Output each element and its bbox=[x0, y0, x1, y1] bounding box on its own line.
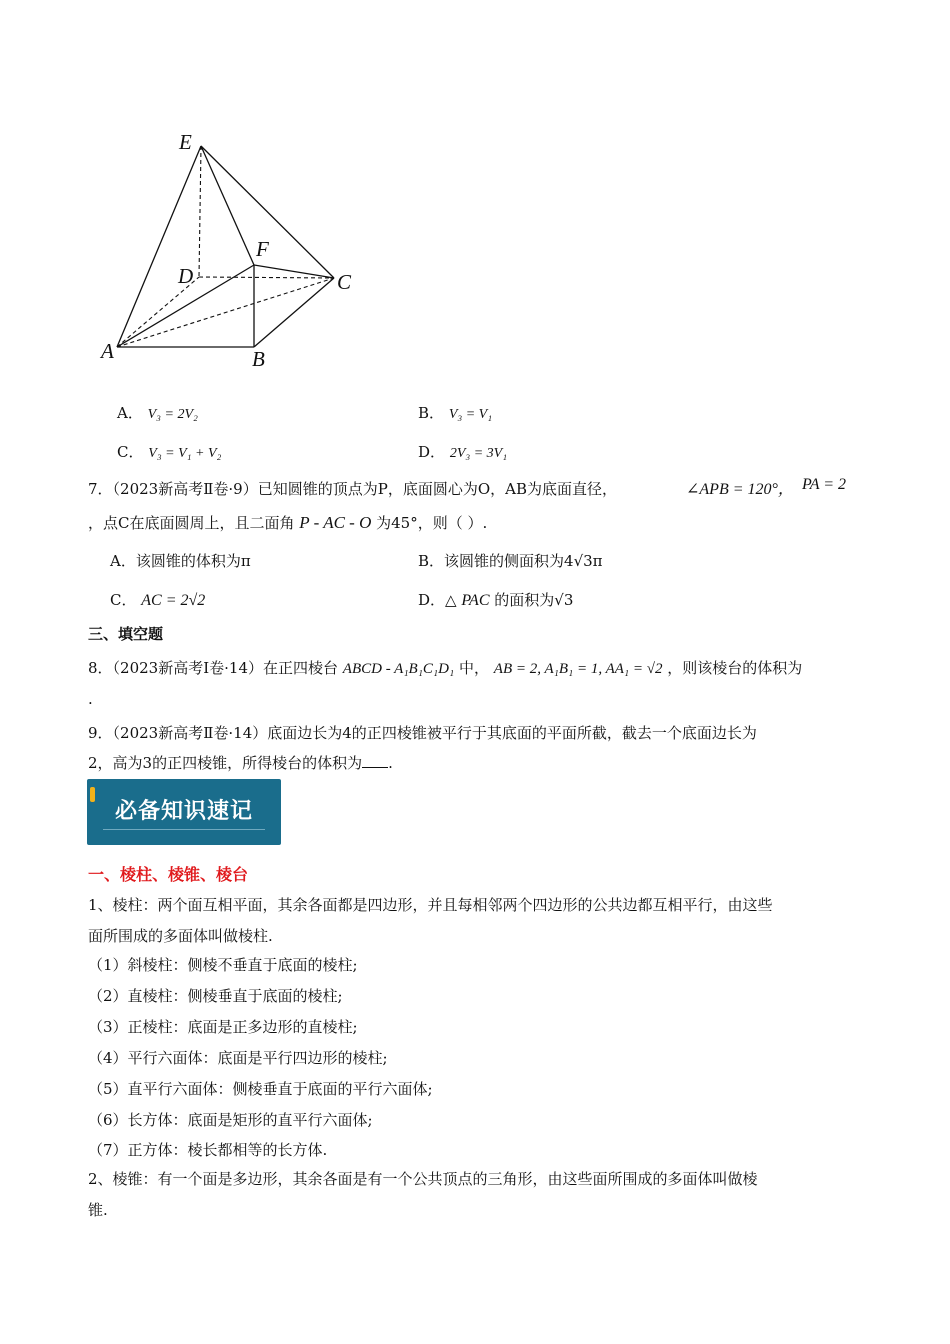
q6-a-math: V₃ = 2V₂ bbox=[147, 407, 198, 422]
edge-BC bbox=[254, 278, 334, 347]
edge-ED bbox=[199, 146, 201, 277]
q7-line2: ，点C在底面圆周上，且二面角 P - AC - O 为45°，则（ ）. bbox=[88, 513, 488, 532]
p1-line2: 面所围成的多面体叫做棱柱. bbox=[88, 927, 273, 945]
q7-pa: PA = 2 bbox=[802, 476, 846, 493]
q6-c-math: V₃ = V₁ + V₂ bbox=[148, 446, 222, 461]
label-F: F bbox=[256, 237, 269, 261]
section3-title: 三、填空题 bbox=[88, 625, 164, 643]
p2-line1: 2、棱锥：有一个面是多边形，其余各面是有一个公共顶点的三角形，由这些面所围成的多面体叫做棱 bbox=[88, 1170, 758, 1188]
q9-line2: 2，高为3的正四棱锥，所得棱台的体积为 . bbox=[88, 754, 393, 772]
q7-option-c: C． AC = 2√2 bbox=[110, 591, 206, 609]
q9-line1: 9．（2023新高考Ⅱ卷·14）底面边长为4的正四棱锥被平行于其底面的平面所截，截去一个底面边长为 bbox=[88, 724, 757, 742]
banner-underline bbox=[103, 829, 265, 830]
q6-option-b: B． V₃ = V₁ bbox=[418, 404, 493, 422]
edge-EF bbox=[201, 146, 254, 265]
q6-option-c: C． V₃ = V₁ + V₂ bbox=[117, 443, 222, 461]
q8-conditions: AB = 2, A₁B₁ = 1, AA₁ = √2 bbox=[493, 661, 663, 677]
q6-option-a: A． V₃ = 2V₂ bbox=[117, 404, 198, 422]
list-item: （2）直棱柱：侧棱垂直于底面的棱柱; bbox=[88, 987, 343, 1005]
p1-line1: 1、棱柱：两个面互相平面，其余各面都是四边形，并且每相邻两个四边形的公共边都互相平行，由这些 bbox=[88, 896, 773, 914]
list-item: （6）长方体：底面是矩形的直平行六面体; bbox=[88, 1111, 373, 1129]
label-B: B bbox=[252, 347, 265, 371]
q6-d-math: 2V₃ = 3V₁ bbox=[449, 446, 508, 461]
q7-option-b: B．该圆锥的侧面积为4√3π bbox=[418, 552, 603, 570]
q6-b-math: V₃ = V₁ bbox=[448, 407, 493, 422]
heading-prism-pyramid-frustum: 一、棱柱、棱锥、棱台 bbox=[88, 865, 249, 884]
answer-blank bbox=[362, 753, 388, 768]
q8-line1: 8．（2023新高考Ⅰ卷·14）在正四棱台 ABCD - A₁B₁C₁D₁ 中， AB = 2, A₁B₁ = 1, AA₁ = √2 ，则该棱台的体积为 bbox=[88, 659, 803, 677]
q8-end: . bbox=[88, 690, 93, 708]
label-A: A bbox=[101, 339, 114, 363]
knowledge-banner bbox=[87, 779, 281, 845]
q7-d-math: PAC bbox=[461, 592, 490, 609]
q7-angle: ∠APB = 120°， bbox=[686, 481, 794, 498]
q8-frustum: ABCD - A₁B₁C₁D₁ bbox=[342, 661, 455, 677]
geometry-figure bbox=[95, 125, 375, 375]
q7-dihedral: P - AC - O bbox=[299, 513, 372, 532]
label-D: D bbox=[178, 264, 194, 288]
edge-AC bbox=[117, 278, 334, 347]
p2-line2: 锥. bbox=[88, 1201, 108, 1219]
q7-line1: 7．（2023新高考Ⅱ卷·9）已知圆锥的顶点为P，底面圆心为O，AB为底面直径， bbox=[88, 480, 617, 498]
list-item: （1）斜棱柱：侧棱不垂直于底面的棱柱; bbox=[88, 956, 358, 974]
list-item: （5）直平行六面体：侧棱垂直于底面的平行六面体; bbox=[88, 1080, 433, 1098]
q7-option-a: A．该圆锥的体积为π bbox=[110, 552, 251, 570]
q6-option-d: D． 2V₃ = 3V₁ bbox=[418, 443, 508, 461]
list-item: （4）平行六面体：底面是平行四边形的棱柱; bbox=[88, 1049, 388, 1067]
banner-title: 必备知识速记 bbox=[114, 799, 253, 824]
q7-option-d: D．△ PAC 的面积为√3 bbox=[418, 591, 574, 609]
label-E: E bbox=[179, 130, 192, 154]
list-item: （7）正方体：棱长都相等的长方体. bbox=[88, 1141, 328, 1159]
q7-c-math: AC = 2√2 bbox=[141, 592, 206, 609]
edge-EA bbox=[117, 146, 201, 347]
label-C: C bbox=[337, 270, 352, 294]
edge-DC bbox=[199, 277, 334, 278]
list-item: （3）正棱柱：底面是正多边形的直棱柱; bbox=[88, 1018, 358, 1036]
